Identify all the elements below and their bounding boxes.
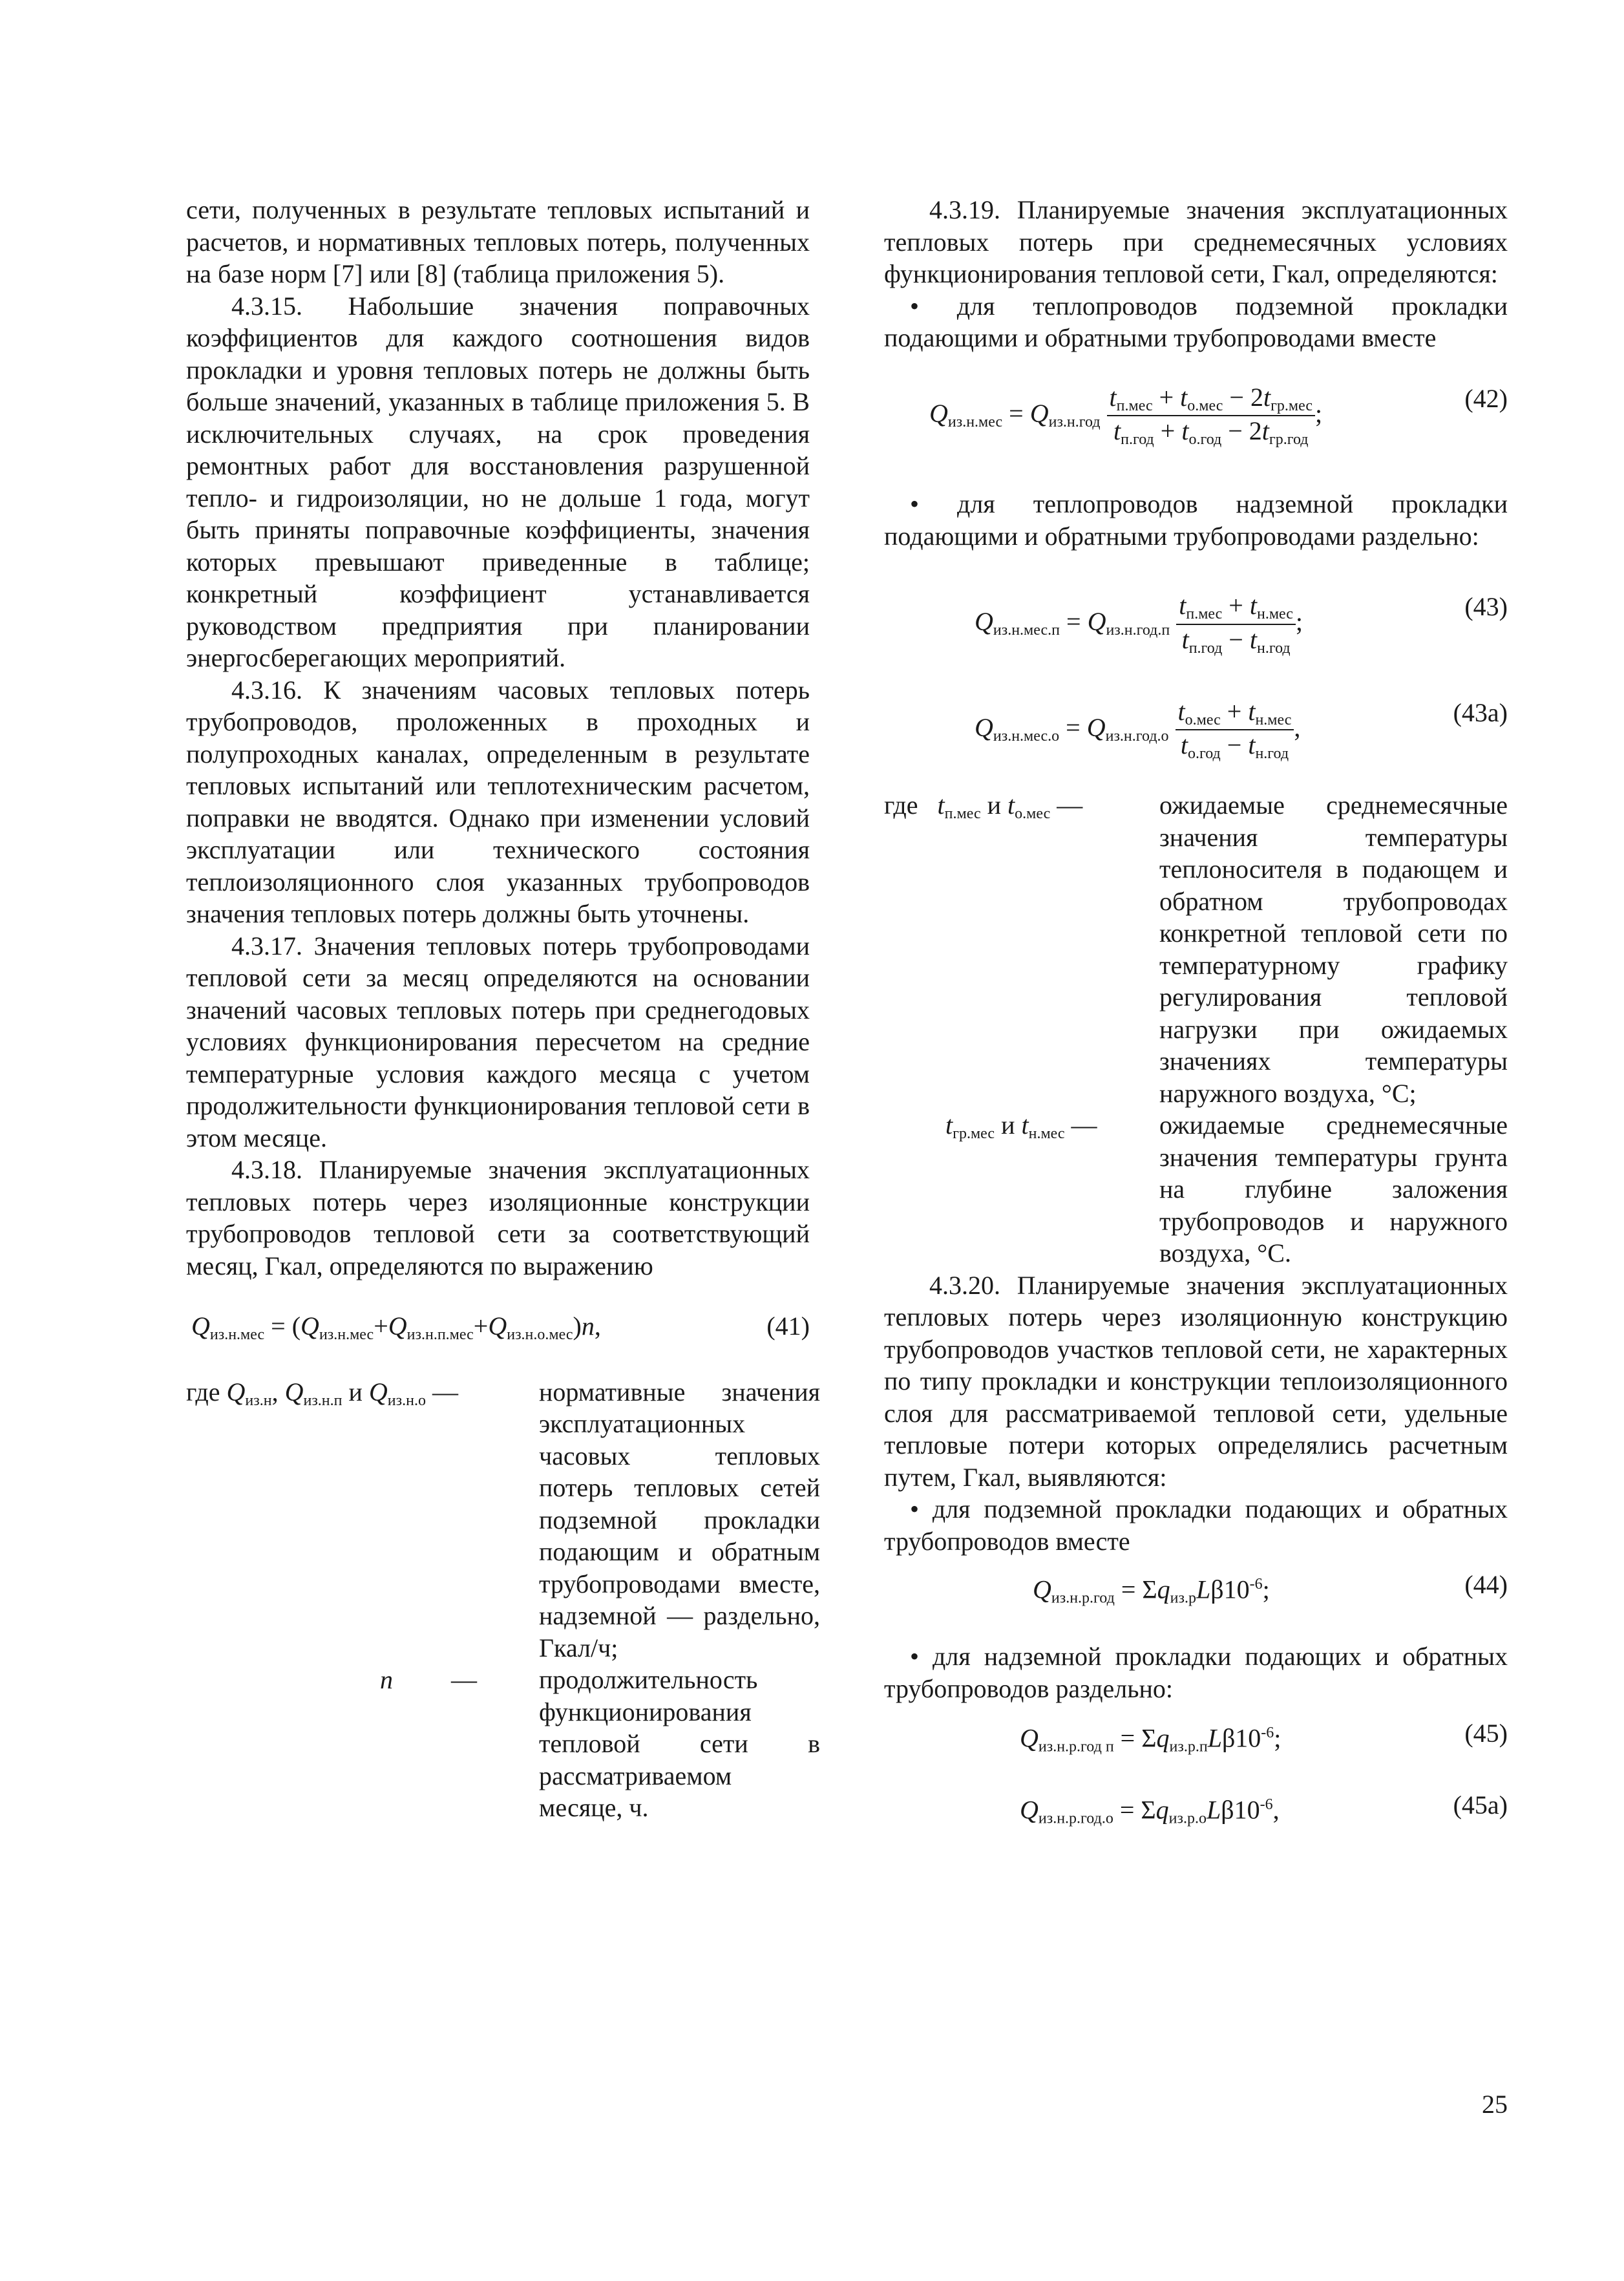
paragraph: сети, полученных в результате тепловых испытаний и расчетов, и нормативных тепловых потерь, полученных на базе норм [7] или [8] (таблица приложения 5). [186,195,810,288]
paragraph-4-3-17: 4.3.17. Значения тепловых потерь трубопроводами тепловой сети за месяц определяются на основании значений часовых тепловых потерь при среднегодовых условиях функционирования пересчетом на средние температурные условия каждого месяца с учетом продолжительности функционирования тепловой сети в этом месяце. [186,931,810,1152]
left-column [186,194,820,1824]
paragraph-4-3-18: 4.3.18. Планируемые значения эксплуатационных тепловых потерь через изоляционные конструкции трубопроводов тепловой сети за соответствующий месяц, Гкал, определяются по выражению [186,1155,810,1280]
equation-43: $Q_{из.н.мес.п} = Q_{из.н.год.п}$ $\frac{t_{п.мес} + t_{н.мес}}{t_{п.год} - t_{н.год}}$ ; (43) [975,591,1508,657]
paragraph-4-3-16: 4.3.16. К значениям часовых тепловых потерь трубопроводов, проложенных в проходных и полупроходных каналах, определенным в результате тепловых испытаний или теплотехническим расчетом, поправки не вводятся. Однако при изменении условий эксплуатации или технического состояния теплоизоляционного слоя указанных трубопроводов значения тепловых потерь должны быть уточнены. [186,675,810,928]
equation-number: (41) [766,1311,810,1341]
paragraph-4-3-19: 4.3.19. Планируемые значения эксплуатационных тепловых потерь при среднемесячных условиях функционирования тепловой сети, Гкал, определяются: [884,195,1508,288]
bullet-item: • для теплопроводов подземной прокладки подающими и обратными трубопроводами вместе [884,290,1508,354]
definition-text: нормативные значения эксплуатационных часовых тепловых потерь тепловых сетей подземной прокладки подающим и обратным трубопроводами вместе, надземной — раздельно, Гкал/ч; [539,1377,820,1662]
equation-44: $Q_{из.н.р.год} = \Sigma q_{из.р}L\beta 10^{-6}$; (44) [1033,1570,1508,1607]
equation-42: $Q_{из.н.мес} = Q_{из.н.год}$ $\frac{t_{п.мес} + t_{о.мес} - 2t_{гр.мес}}{t_{п.год} + t_{о.год} - 2t_{гр.год}}$ ; (42) [929,382,1508,449]
paragraph-4-3-20: 4.3.20. Планируемые значения эксплуатационных тепловых потерь через изоляционную конструкцию трубопроводов участков тепловой сети, не характерных по типу прокладки и конструкции теплоизоляционного слоя для рассматриваемой тепловой сети, удельные тепловые потери которых определялись расчетным путем, Гкал, выявляются: [884,1270,1508,1492]
equation-number: (45) [1464,1719,1508,1748]
definition-text: ожидаемые среднемесячные значения температуры теплоносителя в подающем и обратном трубопроводах конкретной тепловой сети по температурному графику регулирования тепловой нагрузки при ожидаемых значениях температуры наружного воздуха, °С; [1159,790,1508,1108]
bullet-item: • для подземной прокладки подающих и обратных трубопроводов вместе [884,1493,1508,1557]
definitions [186,1376,820,1824]
equation-41: $Q_{из.н.мес} = (Q_{из.н.мес}+Q_{из.н.п.мес}+Q_{из.н.о.мес})n$, (41) [191,1311,810,1344]
bullet-item: • для теплопроводов надземной прокладки подающими и обратными трубопроводами раздельно: [884,488,1508,552]
definition-term: где $Q_{из.н}$, $Q_{из.н.п}$ и $Q_{из.н.о}$ — [186,1377,458,1409]
paragraph-4-3-15: 4.3.15. Набольшие значения поправочных коэффициентов для каждого соотношения видов прокладки и уровня тепловых потерь не должны быть больше значений, указанных в таблице приложения 5. В исключительных случаях, на срок проведения ремонтных работ для восстановления разрушенной тепло- и гидроизоляции, но не дольше 1 года, могут быть приняты поправочные коэффициенты, значения которых превышают приведенные в таблице; конкретный коэффициент устанавливается руководством предприятия при планировании энергосберегающих мероприятий. [186,291,810,672]
where-label: где [884,790,918,820]
equation-43a: $Q_{из.н.мес.о} = Q_{из.н.год.о}$ $\frac{t_{о.мес} + t_{н.мес}}{t_{о.год} - t_{н.год}}$ , (43а) [975,696,1508,763]
bullet-item: • для надземной прокладки подающих и обратных трубопроводов раздельно: [884,1640,1508,1704]
equation-number: (43) [1464,592,1508,622]
equation-45: $Q_{из.н.р.год п} = \Sigma q_{из.р.п}L\beta 10^{-6}$; (45) [1020,1719,1508,1756]
where-label: где [186,1377,220,1406]
equation-45a: $Q_{из.н.р.год.о} = \Sigma q_{из.р.о}L\beta 10^{-6}$, (45а) [1020,1790,1508,1827]
definition-text: продолжительность функционирования тепловой сети в рассматриваемом месяце, ч. [539,1665,820,1823]
right-column [884,194,1508,1835]
equation-number: (42) [1464,383,1508,413]
definition-text: ожидаемые среднемесячные значения температуры грунта на глубине заложения трубопроводов и наружного воздуха, °С. [1159,1110,1508,1268]
definitions [884,789,1508,1269]
definition-term: n — [380,1665,477,1695]
page-number: 25 [1482,2090,1508,2119]
definition-term: где $t_{п.мес}$ и $t_{о.мес}$ — [884,790,1083,823]
equation-number: (43а) [1453,697,1508,727]
definition-term: $t_{гр.мес}$ и $t_{н.мес}$ — [945,1110,1097,1143]
equation-number: (45а) [1453,1790,1508,1820]
equation-number: (44) [1464,1570,1508,1600]
